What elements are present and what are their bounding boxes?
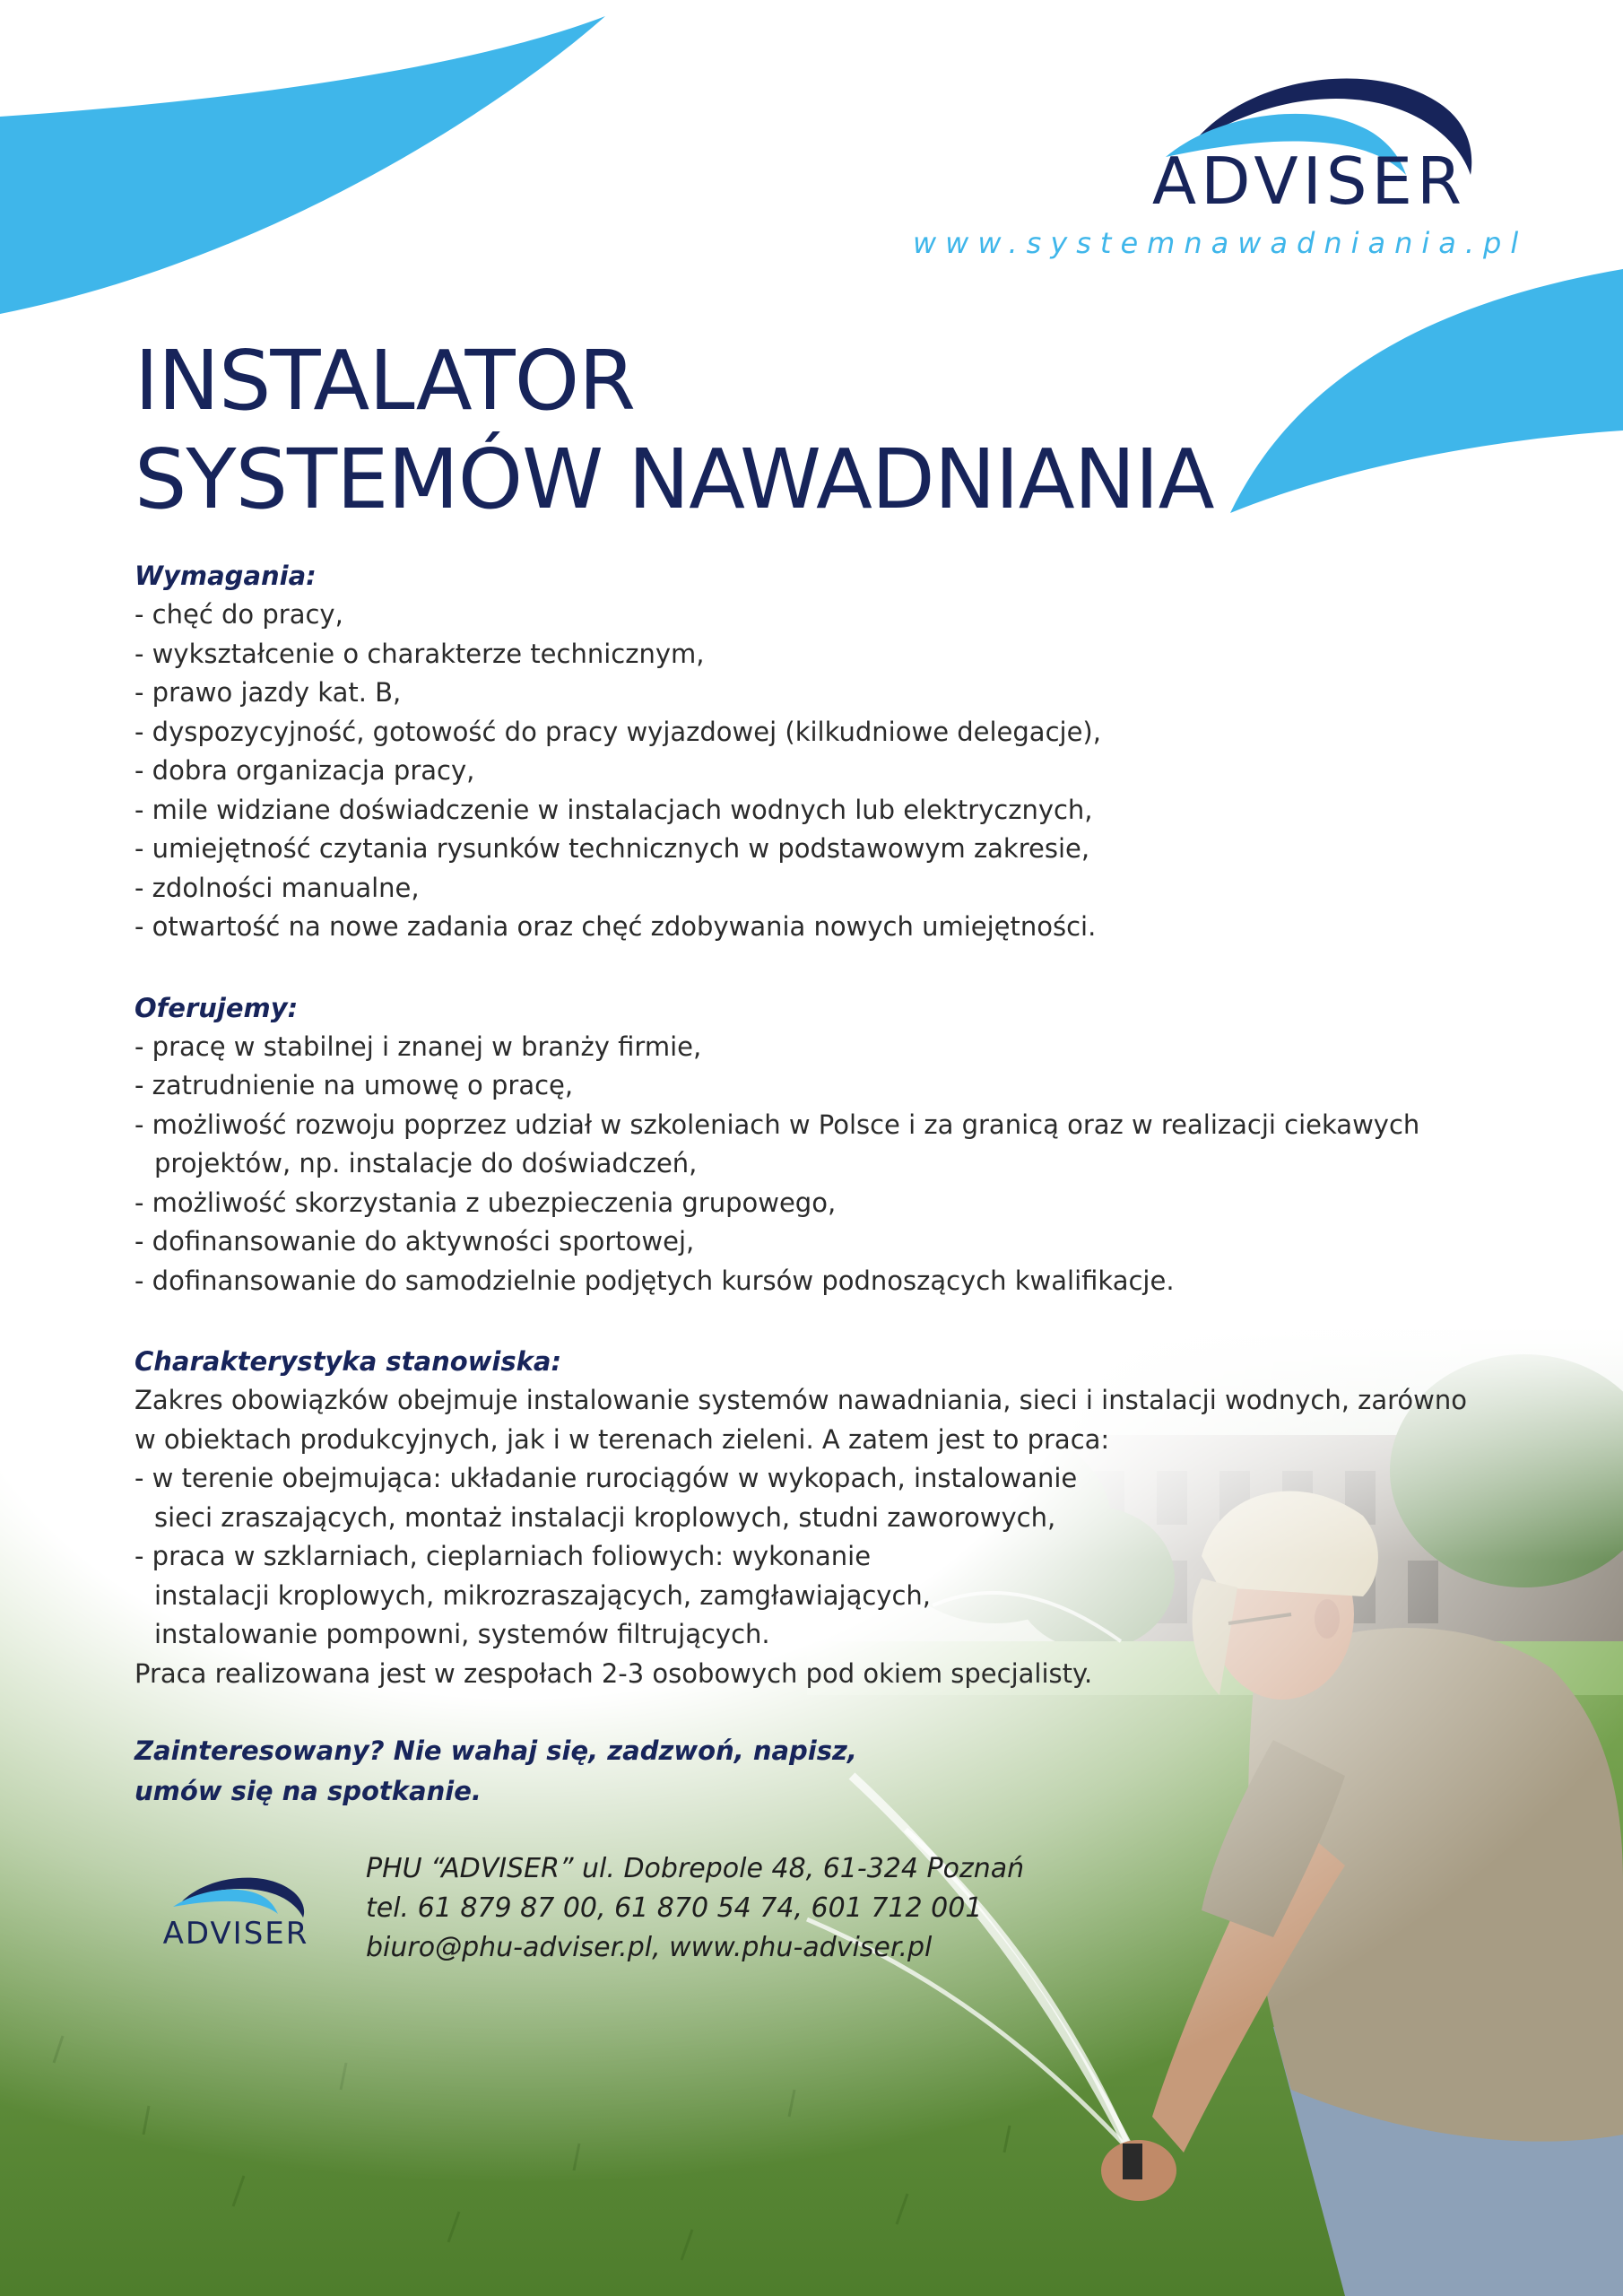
description-line: w obiektach produkcyjnych, jak i w terenach zieleni. A zatem jest to praca: (135, 1423, 1110, 1455)
description-line: instalacji kroplowych, mikrozraszających, zamgławiających, (154, 1579, 931, 1611)
cta-line-2: umów się na spotkanie. (135, 1776, 482, 1806)
list-item: - wykształcenie o charakterze technicznym, (135, 638, 705, 669)
title-line-1: INSTALATOR (135, 333, 636, 429)
contact-info (366, 1849, 1024, 1968)
list-item: - zatrudnienie na umowę o pracę, (135, 1070, 574, 1100)
title-line-2: SYSTEMÓW NAWADNIANIA (135, 431, 1214, 527)
list-item: projektów, np. instalacje do doświadczeń, (154, 1148, 698, 1178)
list-item: - możliwość rozwoju poprzez udział w szkoleniach w Polsce i za granicą oraz w realizacji ciekawych (135, 1109, 1420, 1140)
requirements-heading: Wymagania: (135, 561, 317, 591)
list-item: - dyspozycyjność, gotowość do pracy wyjazdowej (kilkudniowe delegacje), (135, 716, 1101, 747)
list-item: - umiejętność czytania rysunków technicznych w podstawowym zakresie, (135, 833, 1090, 864)
list-item: - dobra organizacja pracy, (135, 755, 475, 786)
position-description (135, 1381, 1533, 1693)
contact-phones[interactable]: tel. 61 879 87 00, 61 870 54 74, 601 712 001 (366, 1892, 983, 1924)
contact-email-web[interactable]: biuro@phu-adviser.pl, www.phu-adviser.pl (366, 1932, 933, 1963)
job-description (135, 556, 1533, 1812)
list-item: - pracę w stabilnej i znanej w branży firmie, (135, 1031, 702, 1062)
cta-line-1: Zainteresowany? Nie wahaj się, zadzwoń, napisz, (135, 1735, 857, 1766)
description-line: sieci zraszających, montaż instalacji kroplowych, studni zaworowych, (154, 1501, 1056, 1533)
list-item: - chęć do pracy, (135, 599, 343, 630)
offer-list (135, 1028, 1533, 1301)
description-line: Zakres obowiązków obejmuje instalowanie systemów nawadniania, sieci i instalacji wodnych, zarówno (135, 1385, 1468, 1415)
list-item: - dofinansowanie do samodzielnie podjętych kursów podnoszących kwalifikacje. (135, 1265, 1175, 1296)
list-item: - możliwość skorzystania z ubezpieczenia grupowego, (135, 1187, 837, 1218)
position-heading: Charakterystyka stanowiska: (135, 1346, 562, 1377)
list-item: - dofinansowanie do aktywności sportowej, (135, 1226, 695, 1257)
description-line: instalowanie pompowni, systemów filtrujących. (154, 1619, 770, 1649)
top-left-swoosh (0, 16, 605, 314)
list-item: - zdolności manualne, (135, 872, 420, 903)
contact-address: PHU “ADVISER” ul. Dobrepole 48, 61-324 Poznań (366, 1853, 1025, 1884)
call-to-action (135, 1731, 1533, 1812)
list-item: - prawo jazdy kat. B, (135, 677, 402, 708)
requirements-list (135, 596, 1533, 947)
footer-brand-name: ADVISER (162, 1916, 309, 1952)
description-line: - praca w szklarniach, cieplarniach foliowych: wykonanie (135, 1541, 872, 1571)
offer-heading: Oferujemy: (135, 992, 299, 1023)
right-swoosh (1230, 269, 1623, 513)
description-line: Praca realizowana jest w zespołach 2-3 osobowych pod okiem specjalisty. (135, 1657, 1093, 1689)
list-item: - mile widziane doświadczenie w instalacjach wodnych lub elektrycznych, (135, 794, 1093, 825)
description-line: - w terenie obejmująca: układanie rurociągów w wykopach, instalowanie (135, 1463, 1078, 1493)
list-item: - otwartość na nowe zadania oraz chęć zdobywania nowych umiejętności. (135, 911, 1097, 942)
page-title (135, 332, 1214, 529)
brand-name: ADVISER (1151, 144, 1467, 219)
website-link[interactable]: www.systemnawadniania.pl (913, 226, 1528, 260)
